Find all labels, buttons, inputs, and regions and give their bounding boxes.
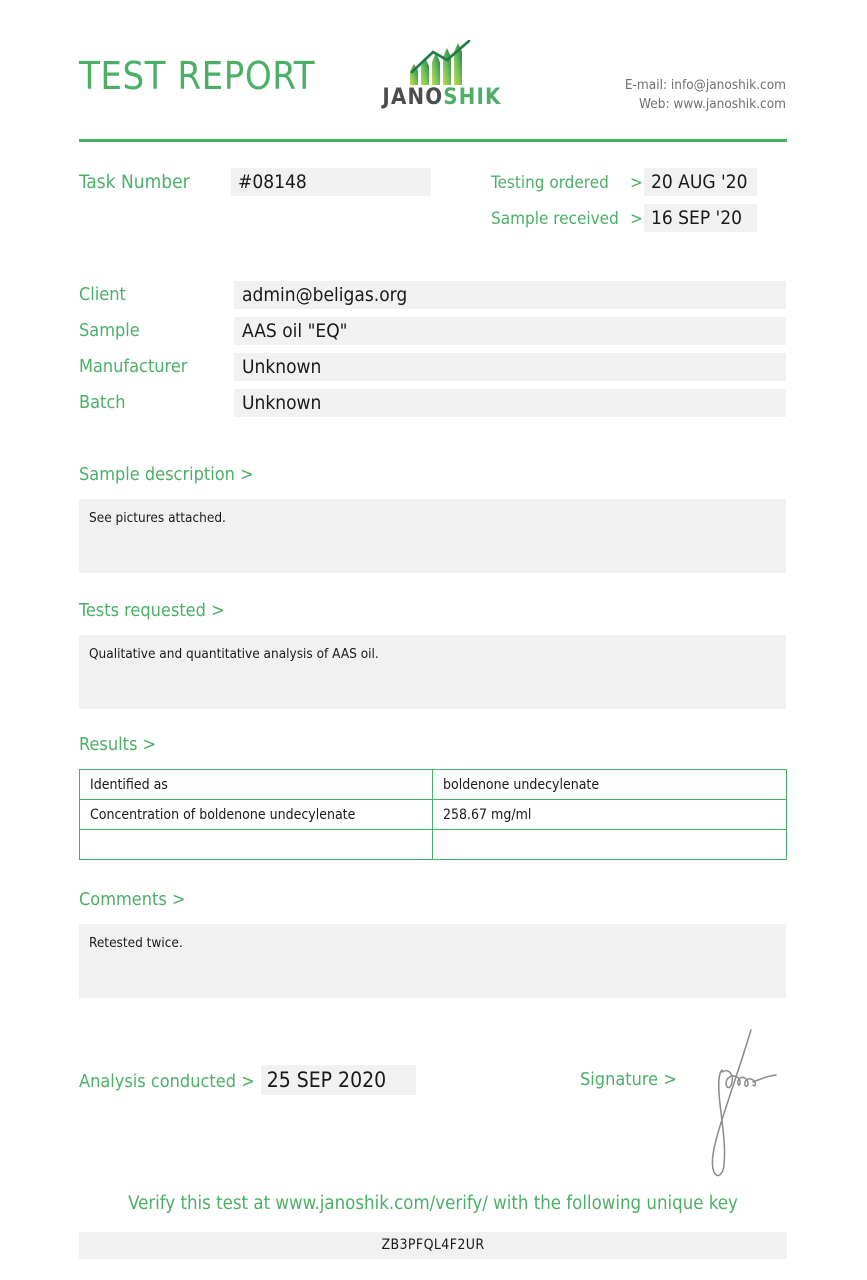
field-manufacturer-value: Unknown xyxy=(234,353,786,381)
header-divider xyxy=(79,139,787,142)
tests-requested-heading: Tests requested > xyxy=(79,600,225,621)
results-table xyxy=(79,769,787,860)
field-sample-label: Sample xyxy=(79,320,140,341)
result-value: 258.67 mg/ml xyxy=(433,800,787,830)
analysis-conducted-row xyxy=(79,1065,416,1097)
field-batch xyxy=(79,389,786,417)
contact-info xyxy=(625,76,786,114)
field-manufacturer xyxy=(79,353,786,381)
logo-wordmark xyxy=(376,86,508,110)
sample-received-row xyxy=(491,204,757,232)
contact-web: Web: www.janoshik.com xyxy=(639,96,786,112)
testing-ordered-label: Testing ordered xyxy=(491,173,609,193)
testing-ordered-caret: > xyxy=(630,173,643,193)
field-batch-label: Batch xyxy=(79,392,126,413)
analysis-conducted-label: Analysis conducted > xyxy=(79,1071,255,1092)
results-section xyxy=(79,734,786,860)
sample-received-value: 16 SEP '20 xyxy=(644,204,757,232)
field-batch-value: Unknown xyxy=(234,389,786,417)
logo-word-first: JANO xyxy=(382,85,444,110)
sample-received-label: Sample received xyxy=(491,209,619,229)
bar-chart-mountain-icon xyxy=(407,40,477,85)
result-value: boldenone undecylenate xyxy=(433,770,787,800)
sample-description-section xyxy=(79,464,786,573)
field-sample-value: AAS oil "EQ" xyxy=(234,317,786,345)
result-name xyxy=(80,830,433,860)
task-number-value: #08148 xyxy=(231,168,431,196)
result-name: Identified as xyxy=(80,770,433,800)
sample-description-text: See pictures attached. xyxy=(79,499,786,573)
results-heading: Results > xyxy=(79,734,157,755)
report-header xyxy=(79,40,786,132)
handwritten-signature xyxy=(698,1022,788,1182)
field-client-value: admin@beligas.org xyxy=(234,281,786,309)
result-name: Concentration of boldenone undecylenate xyxy=(80,800,433,830)
comments-heading: Comments > xyxy=(79,889,186,910)
field-client xyxy=(79,281,786,309)
sample-received-caret: > xyxy=(630,209,643,229)
date-block xyxy=(491,168,757,240)
tests-requested-text: Qualitative and quantitative analysis of AAS oil. xyxy=(79,635,786,709)
field-client-label: Client xyxy=(79,284,126,305)
task-number-label: Task Number xyxy=(79,171,190,193)
task-number-row xyxy=(79,168,431,196)
contact-email: E-mail: info@janoshik.com xyxy=(624,77,786,93)
logo-word-second: SHIK xyxy=(443,85,502,110)
testing-ordered-row xyxy=(491,168,757,196)
result-value xyxy=(433,830,787,860)
unique-key-value: ZB3PFQL4F2UR xyxy=(79,1232,787,1259)
testing-ordered-value: 20 AUG '20 xyxy=(644,168,757,196)
analysis-conducted-value: 25 SEP 2020 xyxy=(261,1065,416,1095)
field-sample xyxy=(79,317,786,345)
signature-label: Signature > xyxy=(580,1069,677,1090)
comments-section xyxy=(79,889,786,998)
janoshik-logo xyxy=(376,40,508,110)
table-row xyxy=(80,800,787,830)
table-row xyxy=(80,770,787,800)
table-row xyxy=(80,830,787,860)
page-title: TEST REPORT xyxy=(79,54,316,98)
tests-requested-section xyxy=(79,600,786,709)
field-manufacturer-label: Manufacturer xyxy=(79,356,188,377)
comments-text: Retested twice. xyxy=(79,924,786,998)
verify-instructions: Verify this test at www.janoshik.com/verify/ with the following unique key xyxy=(128,1193,738,1214)
sample-description-heading: Sample description > xyxy=(79,464,254,485)
sample-info-fields xyxy=(79,281,786,425)
